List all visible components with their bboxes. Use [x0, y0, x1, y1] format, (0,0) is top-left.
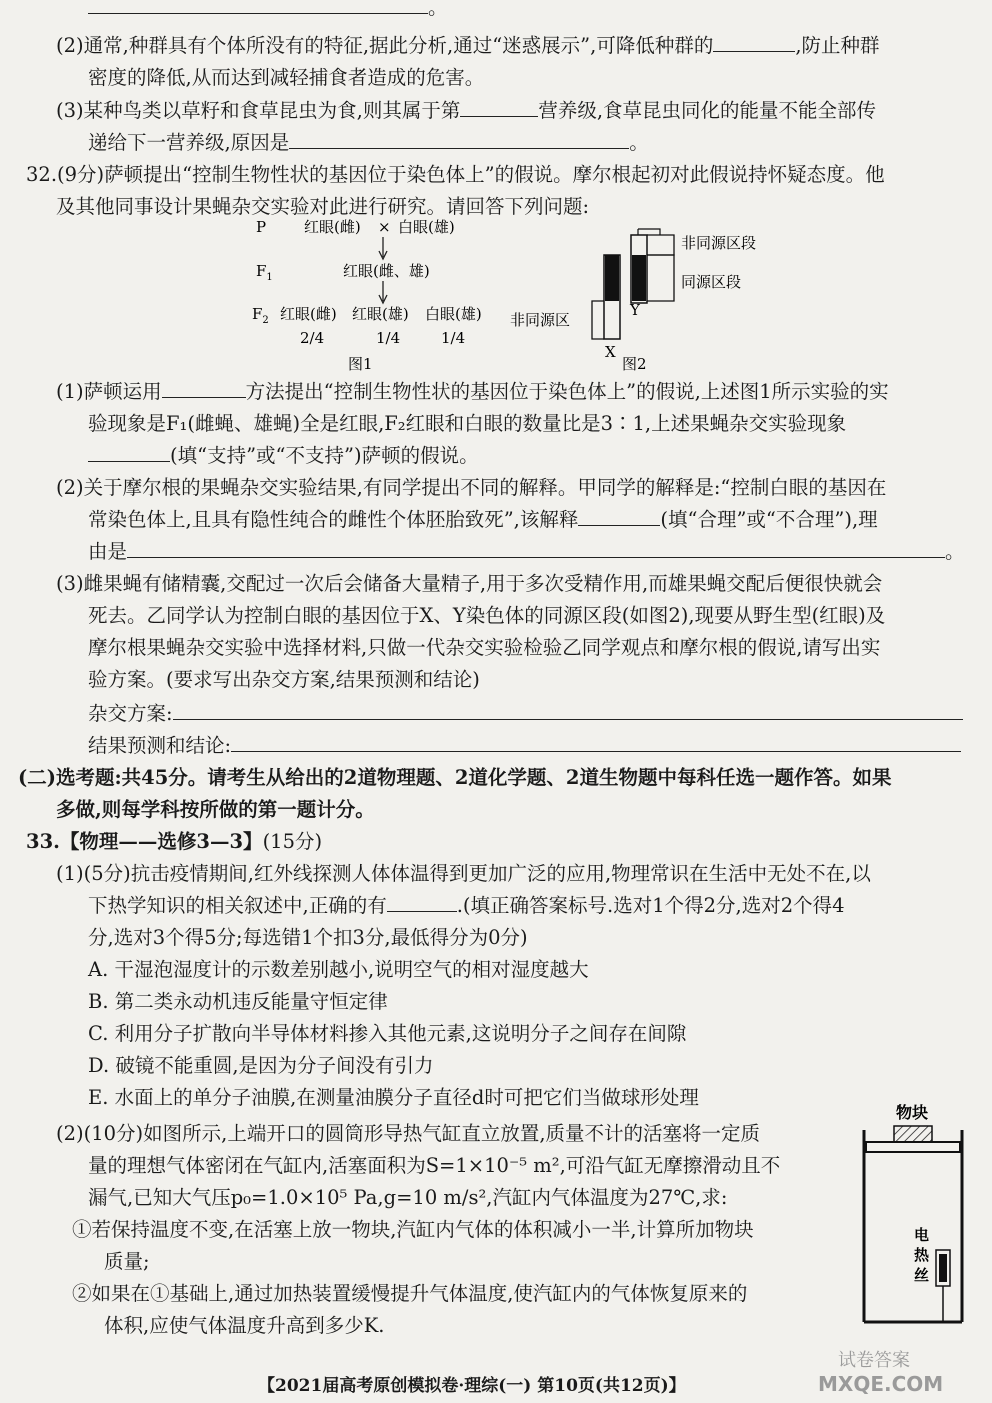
- piston: [866, 1142, 960, 1152]
- heater-label-3: 丝: [914, 1266, 930, 1284]
- watermark-line2: MXQE.COM: [818, 1372, 944, 1396]
- block-on-piston: [894, 1126, 932, 1142]
- label-nonhomo-left: 非同源区: [510, 311, 571, 329]
- q32-part3-line3: 摩尔根果蝇杂交实验中选择材料,只做一代杂交实验检验乙同学观点和摩尔根的假说,请写出实: [88, 636, 881, 659]
- answer-blank[interactable]: [460, 98, 538, 117]
- label-y: Y: [630, 301, 640, 319]
- x-homologous-segment: [605, 255, 619, 301]
- bracket-nonhomo-top: [647, 235, 674, 255]
- fig1-cross-sign: ×: [378, 218, 391, 236]
- answer-blank[interactable]: [127, 539, 945, 558]
- q33-part2-line1: (2)(10分)如图所示,上端开口的圆筒形导热气缸直立放置,质量不计的活塞将一定质: [56, 1122, 761, 1145]
- q32-result: 结果预测和结论:: [88, 732, 961, 760]
- q33-part1-line3: 分,选对3个得5分;每选错1个扣3分,最低得分为0分): [88, 926, 528, 949]
- fig1-p-female: 红眼(雌): [304, 218, 361, 236]
- figure-1-cross-diagram: [240, 215, 520, 375]
- q32-part1-line3: (填“支持”或“不支持”)萨顿的假说。: [88, 442, 479, 470]
- answer-blank[interactable]: [578, 507, 660, 526]
- fig1-f1-text: 红眼(雌、雄): [343, 262, 430, 280]
- cylinder-figure: [852, 1100, 976, 1332]
- fig1-ratio-c: 1/4: [441, 329, 466, 347]
- heater-label-1: 电: [914, 1226, 930, 1244]
- page-footer: 【2021届高考原创模拟卷·理综(一) 第10页(共12页)】: [258, 1376, 686, 1396]
- answer-blank[interactable]: [231, 733, 961, 752]
- q32-part3-line4: 验方案。(要求写出杂交方案,结果预测和结论): [88, 668, 480, 691]
- fig2-caption: 图2: [622, 355, 647, 373]
- fig1-f2-red-female: 红眼(雌): [280, 305, 337, 323]
- watermark-line1: 试卷答案: [838, 1350, 910, 1371]
- q32-part2-line3: 由是 。: [88, 540, 965, 563]
- answer-blank[interactable]: [162, 379, 246, 398]
- fig1-ratio-b: 1/4: [376, 329, 401, 347]
- section-2-line2: 多做,则每学科按所做的第一题计分。: [56, 798, 375, 821]
- answer-blank[interactable]: [289, 130, 629, 149]
- q31-part2-line1: (2)通常,种群具有个体所没有的特征,据此分析,通过“迷惑展示”,可降低种群的 ,防止种群: [56, 34, 880, 57]
- fig1-ratio-a: 2/4: [300, 329, 325, 347]
- section-2-line1: (二)选考题:共45分。请考生从给出的2道物理题、2道化学题、2道生物题中每科任选一题作答。如果: [18, 766, 892, 789]
- answer-blank[interactable]: [173, 701, 963, 720]
- q33-option-b: B. 第二类永动机违反能量守恒定律: [88, 990, 388, 1013]
- q32-part2-line2: 常染色体上,且具有隐性纯合的雌性个体胚胎致死”,该解释 (填“合理”或“不合理”),理: [88, 508, 878, 531]
- fig1-f2-label: $F_2$: [252, 305, 269, 326]
- fig1-f2-red-male: 红眼(雄): [352, 305, 409, 323]
- q32-part1-line2: 验现象是F₁(雌蝇、雄蝇)全是红眼,F₂红眼和白眼的数量比是3∶1,上述果蝇杂交实验现象: [88, 412, 847, 435]
- q33-header: 33.【物理——选修3—3】(15分): [26, 830, 323, 853]
- q32-part3-line2: 死去。乙同学认为控制白眼的基因位于X、Y染色体的同源区段(如图2),现要从野生型(红眼)及: [88, 604, 886, 627]
- q32-scheme: 杂交方案:: [88, 700, 963, 728]
- label-x: X: [605, 343, 616, 361]
- q33-sub2-line1: ②如果在①基础上,通过加热装置缓慢提升气体温度,使汽缸内的气体恢复原来的: [72, 1282, 748, 1305]
- y-homologous-segment: [632, 255, 646, 301]
- answer-blank[interactable]: [88, 0, 428, 14]
- fig1-p-male: 白眼(雄): [398, 218, 455, 236]
- heater-label-source: [0, 0, 1, 1]
- heater-label-2: 热: [914, 1246, 930, 1264]
- answer-blank[interactable]: [387, 893, 457, 912]
- q33-part2-line2: 量的理想气体密闭在气缸内,活塞面积为S=1×10⁻⁵ m²,可沿气缸无摩擦滑动且不: [88, 1154, 781, 1177]
- q33-sub2-line2: 体积,应使气体温度升高到多少K.: [104, 1314, 385, 1337]
- q33-option-e: E. 水面上的单分子油膜,在测量油膜分子直径d时可把它们当做球形处理: [88, 1086, 699, 1109]
- figure-2-chromosome-diagram: [500, 215, 800, 375]
- answer-blank[interactable]: [713, 33, 795, 52]
- q32-header-line2: 及其他同事设计果蝇杂交实验对此进行研究。请回答下列问题:: [56, 195, 590, 218]
- label-homologous: 同源区段: [681, 273, 742, 291]
- q32-part2-line1: (2)关于摩尔根的果蝇杂交实验结果,有同学提出不同的解释。甲同学的解释是:“控制白眼的基因在: [56, 476, 887, 499]
- q32-part3-line1: (3)雌果蝇有储精囊,交配过一次后会储备大量精子,用于多次受精作用,而雄果蝇交配后便很快就会: [56, 572, 883, 595]
- q33-part2-line3: 漏气,已知大气压p₀=1.0×10⁵ Pa,g=10 m/s²,汽缸内气体温度为27℃,求:: [88, 1186, 728, 1209]
- q33-sub1-line2: 质量;: [104, 1250, 150, 1273]
- q31-part2-line2: 密度的降低,从而达到减轻捕食者造成的危害。: [88, 66, 485, 89]
- label-nonhomo-top: 非同源区段: [681, 234, 757, 252]
- q31-part3-line2: 递给下一营养级,原因是 。: [88, 131, 649, 154]
- q33-part1-line1: (1)(5分)抗击疫情期间,红外线探测人体体温得到更加广泛的应用,物理常识在生活中无处不在,以: [56, 862, 871, 885]
- q33-option-c: C. 利用分子扩散向半导体材料掺入其他元素,这说明分子之间存在间隙: [88, 1022, 687, 1045]
- fig1-p-label: P: [256, 218, 267, 236]
- fig1-caption: 图1: [348, 355, 373, 373]
- q33-sub1-line1: ①若保持温度不变,在活塞上放一物块,汽缸内气体的体积减小一半,计算所加物块: [72, 1218, 754, 1241]
- q31-line0: 。: [88, 0, 448, 22]
- fig1-f1-label: $F_1$: [256, 262, 273, 283]
- block-label: 物块: [896, 1103, 929, 1122]
- fig1-f2-white-male: 白眼(雄): [425, 305, 482, 323]
- answer-blank[interactable]: [88, 443, 170, 462]
- bracket-homologous: [647, 255, 674, 301]
- q32-part1-line1: (1)萨顿运用 方法提出“控制生物性状的基因位于染色体上”的假说,上述图1所示实验的实: [56, 380, 889, 403]
- q32-header-line1: 32.(9分)萨顿提出“控制生物性状的基因位于染色体上”的假说。摩尔根起初对此假说持怀疑态度。他: [26, 163, 885, 186]
- q31-part3-line1: (3)某种鸟类以草籽和食草昆虫为食,则其属于第 营养级,食草昆虫同化的能量不能全部传: [56, 99, 877, 122]
- bracket-nonhomo-left: [592, 301, 604, 339]
- q33-part1-line2: 下热学知识的相关叙述中,正确的有 .(填正确答案标号.选对1个得2分,选对2个得4: [88, 894, 845, 917]
- q33-option-d: D. 破镜不能重圆,是因为分子间没有引力: [88, 1054, 434, 1077]
- q33-option-a: A. 干湿泡湿度计的示数差别越小,说明空气的相对湿度越大: [88, 958, 589, 981]
